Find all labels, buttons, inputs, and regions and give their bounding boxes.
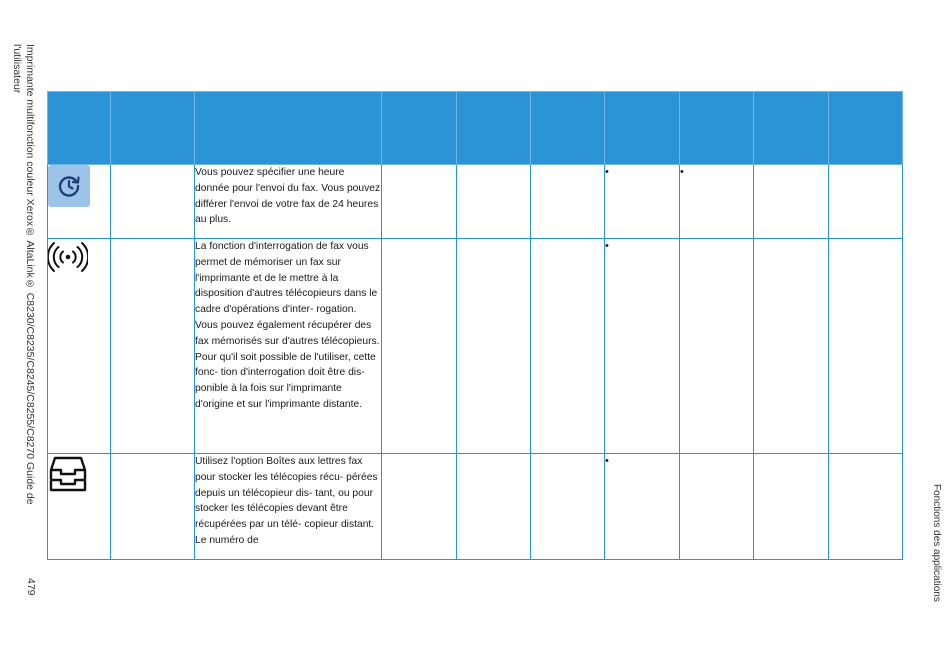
- document-title-sidebar: [10, 44, 37, 596]
- header-cell: [48, 92, 111, 165]
- mark-cell: [754, 454, 829, 560]
- table-row: [48, 165, 903, 239]
- mark-cell: [680, 454, 754, 560]
- feature-table: [47, 91, 903, 560]
- empty-cell: [111, 239, 195, 454]
- mark-cell: [829, 454, 903, 560]
- mark-cell: •: [605, 239, 680, 454]
- icon-cell: [48, 165, 111, 239]
- mark-cell: •: [680, 165, 754, 239]
- header-cell: [111, 92, 195, 165]
- delay-send-clock-icon: [48, 165, 90, 207]
- mark-cell: [457, 454, 531, 560]
- header-cell: [680, 92, 754, 165]
- table-row: [48, 454, 903, 560]
- table-header-row: [48, 92, 903, 165]
- feature-description: Vous pouvez spécifier une heure donnée pour l'envoi du fax. Vous pouvez différer l'envoi de votre fax de 24 heures au plus.: [195, 165, 382, 239]
- header-cell: [457, 92, 531, 165]
- header-cell: [754, 92, 829, 165]
- header-cell: [382, 92, 457, 165]
- mark-cell: [829, 239, 903, 454]
- header-cell: [605, 92, 680, 165]
- header-cell: [195, 92, 382, 165]
- mark-cell: [457, 165, 531, 239]
- mark-cell: [382, 165, 457, 239]
- icon-cell: [48, 239, 111, 454]
- document-title: Imprimante multifonction couleur Xerox® AltaLink® C8230/C8235/C8245/C8255/C8270 Guide de: [24, 44, 36, 505]
- mark-cell: [531, 454, 605, 560]
- mark-cell: •: [605, 165, 680, 239]
- table-row: [48, 239, 903, 454]
- mark-cell: [829, 165, 903, 239]
- document-title-continued: l'utilisateur: [11, 44, 23, 94]
- mark-cell: [680, 239, 754, 454]
- mark-cell: [531, 165, 605, 239]
- header-cell: [829, 92, 903, 165]
- feature-description: La fonction d'interrogation de fax vous permet de mémoriser un fax sur l'imprimante et de le mettre à la disposition d'autres télécopieurs dans le cadre d'opérations d'inter- rogation. Vous pouvez également récupérer des fax mémorisés sur d'autres télécopieurs. Pour qu'il soit possible de l'utiliser, cette fonc- tion d'interrogation doit être dis- ponible à la fois sur l'imprimante d'origine et sur l'imprimante distante.: [195, 239, 382, 454]
- feature-description: Utilisez l'option Boîtes aux lettres fax pour stocker les télécopies récu- pérées depuis un télécopieur dis- tant, ou pour stocker les télécopies devant être récupérées par un télé- copieur distant. Le numéro de: [195, 454, 382, 560]
- header-cell: [531, 92, 605, 165]
- mark-cell: [457, 239, 531, 454]
- mark-cell: [754, 239, 829, 454]
- mark-cell: [754, 165, 829, 239]
- polling-signal-icon: [48, 239, 88, 279]
- mark-cell: •: [605, 454, 680, 560]
- icon-cell: [48, 454, 111, 560]
- mark-cell: [382, 239, 457, 454]
- empty-cell: [111, 165, 195, 239]
- page-number: 479: [25, 578, 37, 596]
- section-title: Fonctions des applications: [931, 484, 942, 602]
- empty-cell: [111, 454, 195, 560]
- mark-cell: [382, 454, 457, 560]
- mailbox-tray-icon: [48, 454, 88, 494]
- mark-cell: [531, 239, 605, 454]
